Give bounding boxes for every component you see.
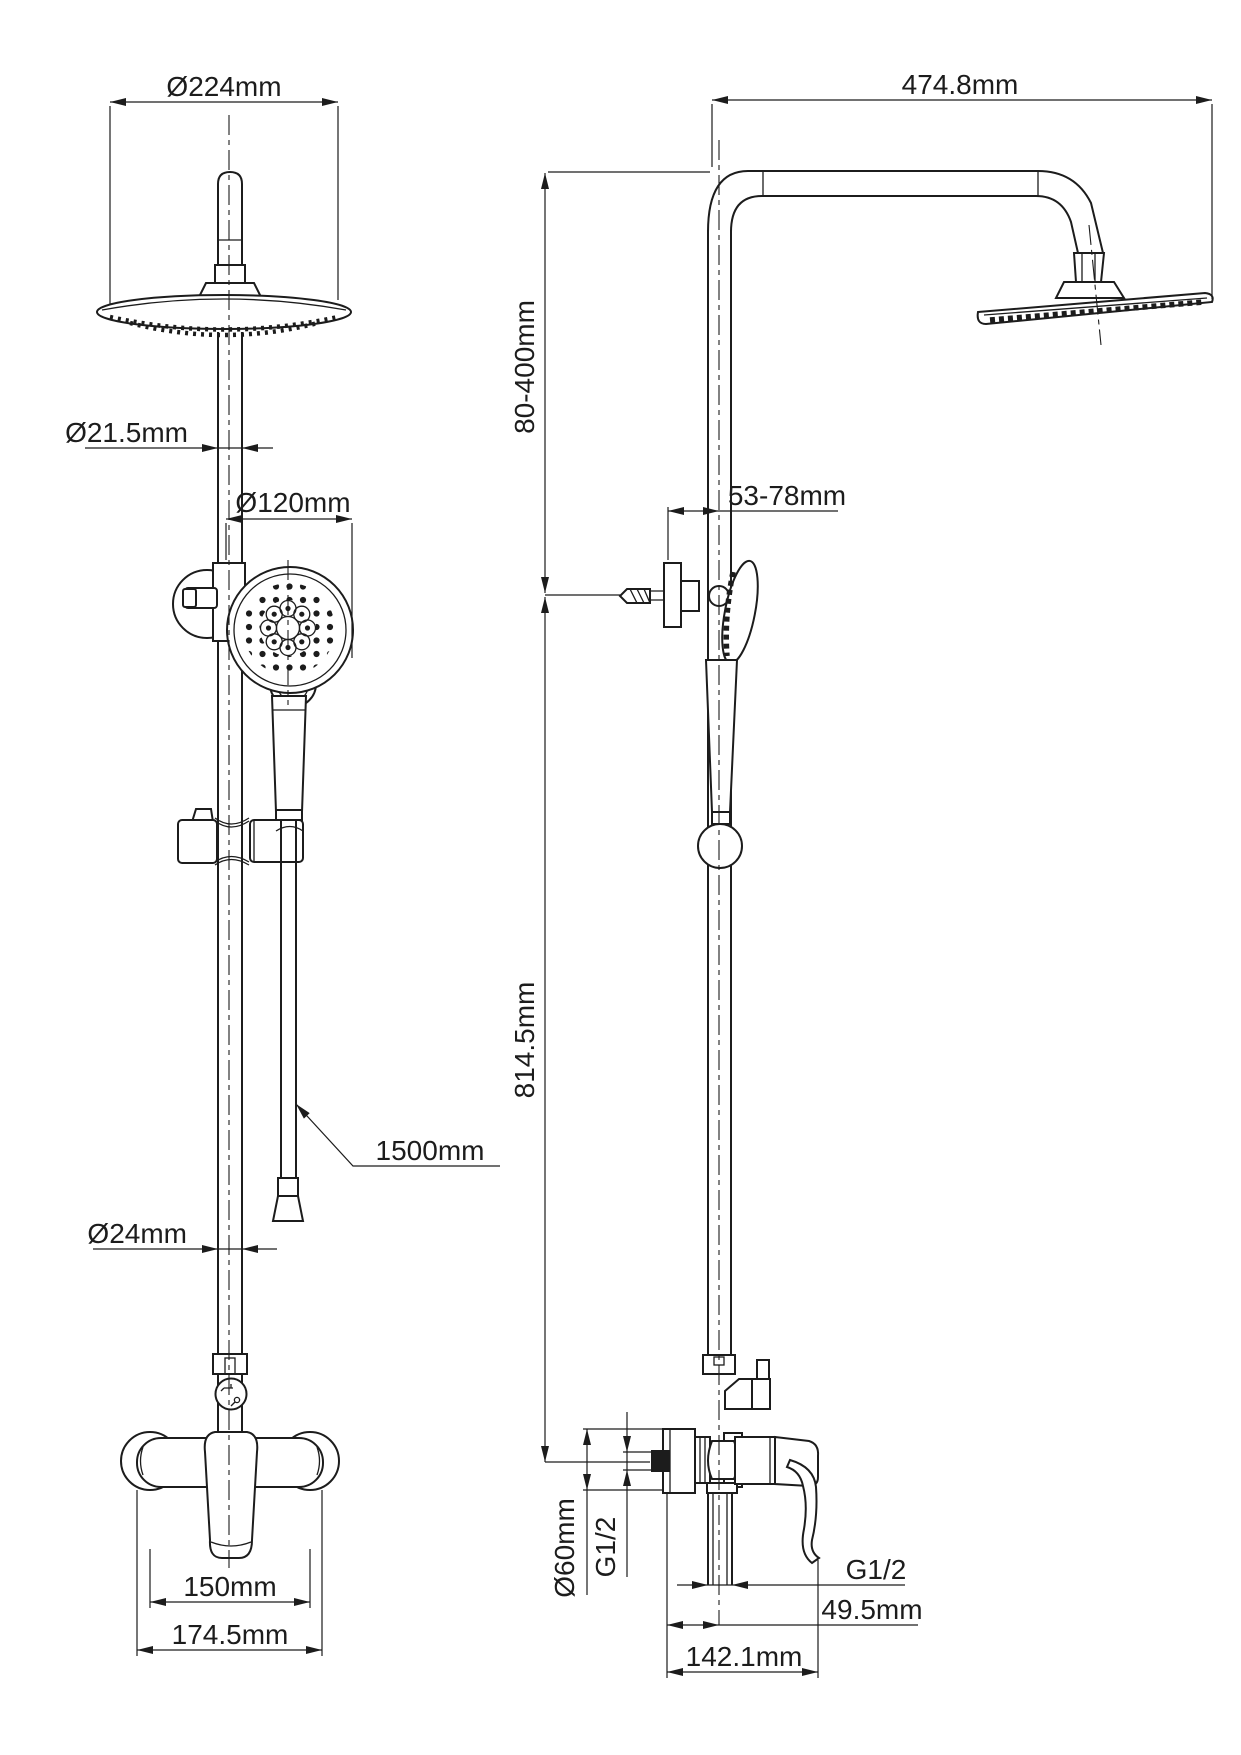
head-diameter-label: Ø224mm <box>166 71 282 102</box>
inlet-thread-nipple <box>651 1450 670 1472</box>
mixer-lever-handle <box>205 1432 258 1558</box>
bracket-height-range-label: 80-400mm <box>509 300 540 434</box>
shower-outlet-pipe <box>708 1493 732 1585</box>
hand-shower-handle <box>272 696 306 812</box>
dim-arm-reach <box>712 69 1212 299</box>
dim-inlet-thread <box>590 1412 652 1577</box>
side-diverter <box>703 1355 770 1409</box>
front-hand-shower <box>227 567 353 820</box>
arm-reach-label: 474.8mm <box>901 69 1019 100</box>
hose-length-label: 1500mm <box>375 1135 485 1166</box>
dim-rail-diameter <box>87 1218 277 1253</box>
side-view <box>509 69 1213 1678</box>
hand-shower-diameter-label: Ø120mm <box>235 487 351 518</box>
outlet-offset-label: 49.5mm <box>821 1594 923 1625</box>
hose-end-fitting <box>273 1196 303 1221</box>
dim-overall-depth <box>667 1560 818 1678</box>
body-width-label: 174.5mm <box>171 1619 289 1650</box>
overall-depth-label: 142.1mm <box>685 1641 803 1672</box>
front-shower-hose <box>273 820 303 1221</box>
diverter-pull-knob <box>757 1360 769 1379</box>
bracket-wall-distance-label: 53-78mm <box>727 480 847 511</box>
diverter-knob <box>216 1379 247 1410</box>
side-mixer-body <box>735 1437 775 1484</box>
dim-column-height <box>509 597 650 1462</box>
dim-hose-length <box>296 1104 500 1166</box>
inlet-thread-label: G1/2 <box>590 1516 621 1578</box>
front-rain-shower-head <box>97 172 351 335</box>
side-hose-connector <box>698 824 742 868</box>
ball-joint <box>708 1441 738 1479</box>
side-wall-bracket <box>620 563 729 627</box>
rail-diameter-label: Ø24mm <box>87 1218 187 1249</box>
escutcheon-diameter-label: Ø60mm <box>549 1498 580 1598</box>
column-height-label: 814.5mm <box>509 981 540 1099</box>
bracket-knob <box>183 589 196 607</box>
side-shower-arm <box>708 171 1213 324</box>
front-view <box>65 71 500 1656</box>
front-riser-pipe <box>218 332 242 1354</box>
dim-outlet-thread <box>677 1554 906 1589</box>
side-mixer <box>651 1429 819 1585</box>
outlet-thread-label: G1/2 <box>845 1554 907 1585</box>
front-mixer <box>121 1432 339 1558</box>
dim-bracket-wall-distance <box>668 480 846 560</box>
front-diverter <box>213 1354 247 1438</box>
handle-spacing-label: 150mm <box>183 1571 277 1602</box>
side-hand-shower-handle <box>706 660 737 812</box>
dim-bracket-height-range <box>509 172 710 595</box>
riser-pipe-diameter-label: Ø21.5mm <box>65 417 188 448</box>
